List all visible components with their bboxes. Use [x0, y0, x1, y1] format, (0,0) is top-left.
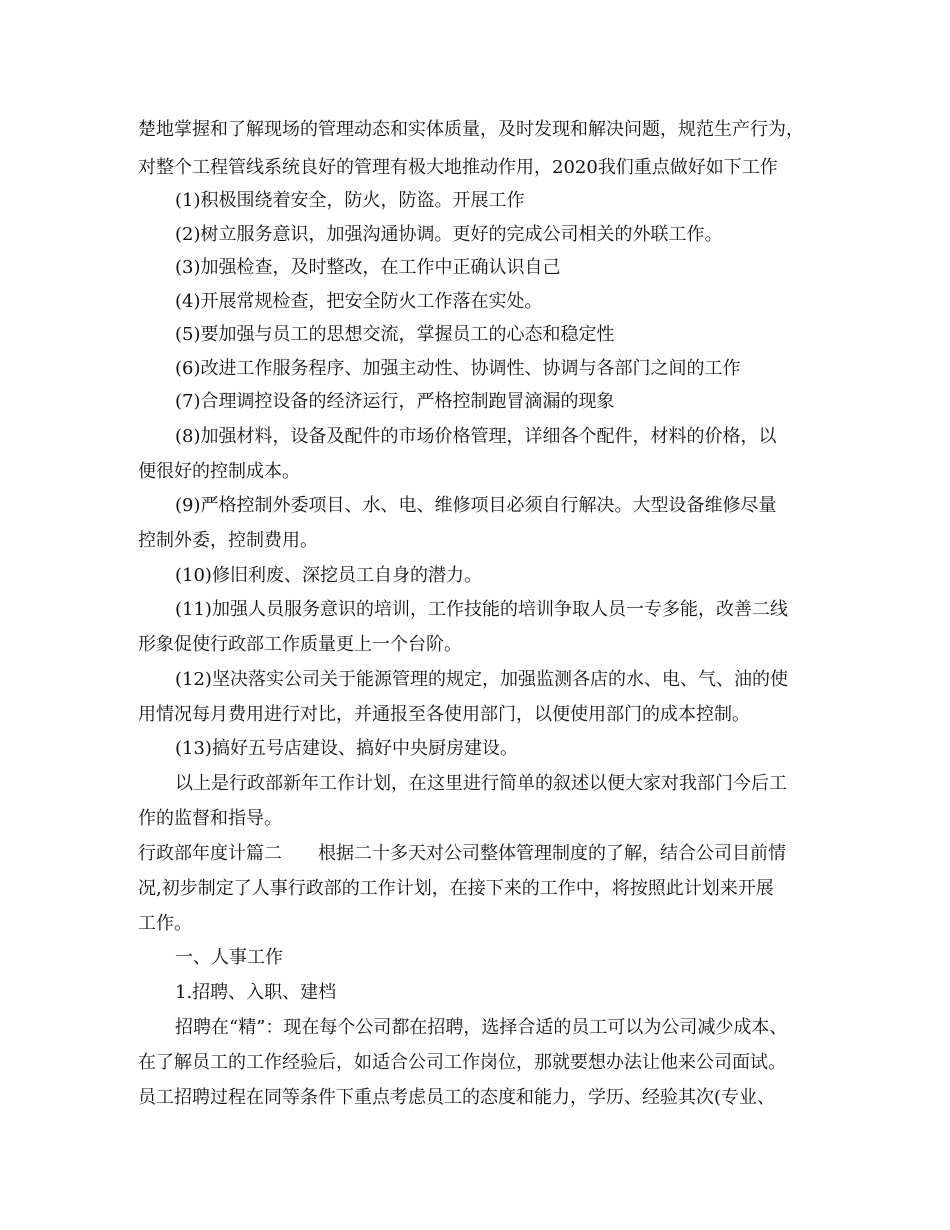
list-item: (6)改进工作服务程序、加强主动性、协调性、协调与各部门之间的工作 [175, 358, 741, 379]
list-item: (5)要加强与员工的思想交流，掌握员工的心态和稳定性 [175, 324, 615, 345]
paragraph-line: 对整个工程管线系统良好的管理有极大地推动作用，2020我们重点做好如下工作 [138, 157, 778, 178]
list-item: (2)树立服务意识，加强沟通协调。更好的完成公司相关的外联工作。 [175, 224, 723, 245]
list-item: (3)加强检查，及时整改，在工作中正确认识自己 [175, 257, 561, 278]
list-item-continuation: 便很好的控制成本。 [138, 461, 300, 482]
list-item: (4)开展常规检查，把安全防火工作落在实处。 [175, 291, 543, 312]
subheading: 1.招聘、入职、建档 [175, 982, 337, 1003]
list-item: (1)积极围绕着安全，防火，防盗。开展工作 [175, 190, 525, 211]
section-intro: 根据二十多天对公司整体管理制度的了解，结合公司目前情 [318, 843, 786, 864]
list-item: (13)搞好五号店建设、搞好中央厨房建设。 [175, 738, 518, 759]
list-item-continuation: 形象促使行政部工作质量更上一个台阶。 [138, 634, 462, 655]
list-item: (8)加强材料，设备及配件的市场价格管理，详细各个配件，材料的价格，以 [175, 426, 777, 447]
paragraph-line: 以上是行政部新年工作计划，在这里进行简单的叙述以便大家对我部门今后工 [175, 773, 787, 794]
section-heading-line [138, 842, 786, 866]
paragraph-line: 楚地掌握和了解现场的管理动态和实体质量，及时发现和解决问题，规范生产行为， [138, 119, 804, 140]
list-item: (11)加强人员服务意识的培训，工作技能的培训争取人员一专多能，改善二线 [175, 599, 788, 620]
list-item-continuation: 控制外委，控制费用。 [138, 530, 318, 551]
paragraph-line: 员工招聘过程在同等条件下重点考虑员工的态度和能力，学历、经验其次(专业、 [138, 1087, 776, 1108]
paragraph-line: 况,初步制定了人事行政部的工作计划，在接下来的工作中，将按照此计划来开展 [138, 878, 774, 899]
list-item: (12)坚决落实公司关于能源管理的规定，加强监测各店的水、电、气、油的使 [175, 669, 788, 690]
paragraph-line: 作的监督和指导。 [138, 808, 282, 829]
list-item-continuation: 用情况每月费用进行对比，并通报至各使用部门，以便使用部门的成本控制。 [138, 704, 750, 725]
section-title: 行政部年度计篇二 [138, 843, 282, 864]
list-item: (9)严格控制外委项目、水、电、维修项目必须自行解决。大型设备维修尽量 [175, 495, 777, 516]
list-item: (7)合理调控设备的经济运行，严格控制跑冒滴漏的现象 [175, 391, 615, 412]
paragraph-line: 招聘在“精”：现在每个公司都在招聘，选择合适的员工可以为公司减少成本、 [175, 1017, 788, 1038]
paragraph-line: 在了解员工的工作经验后，如适合公司工作岗位，那就要想办法让他来公司面试。 [138, 1052, 786, 1073]
subheading: 一、人事工作 [175, 947, 283, 968]
list-item: (10)修旧利废、深挖员工自身的潜力。 [175, 565, 482, 586]
paragraph-line: 工作。 [138, 913, 192, 934]
